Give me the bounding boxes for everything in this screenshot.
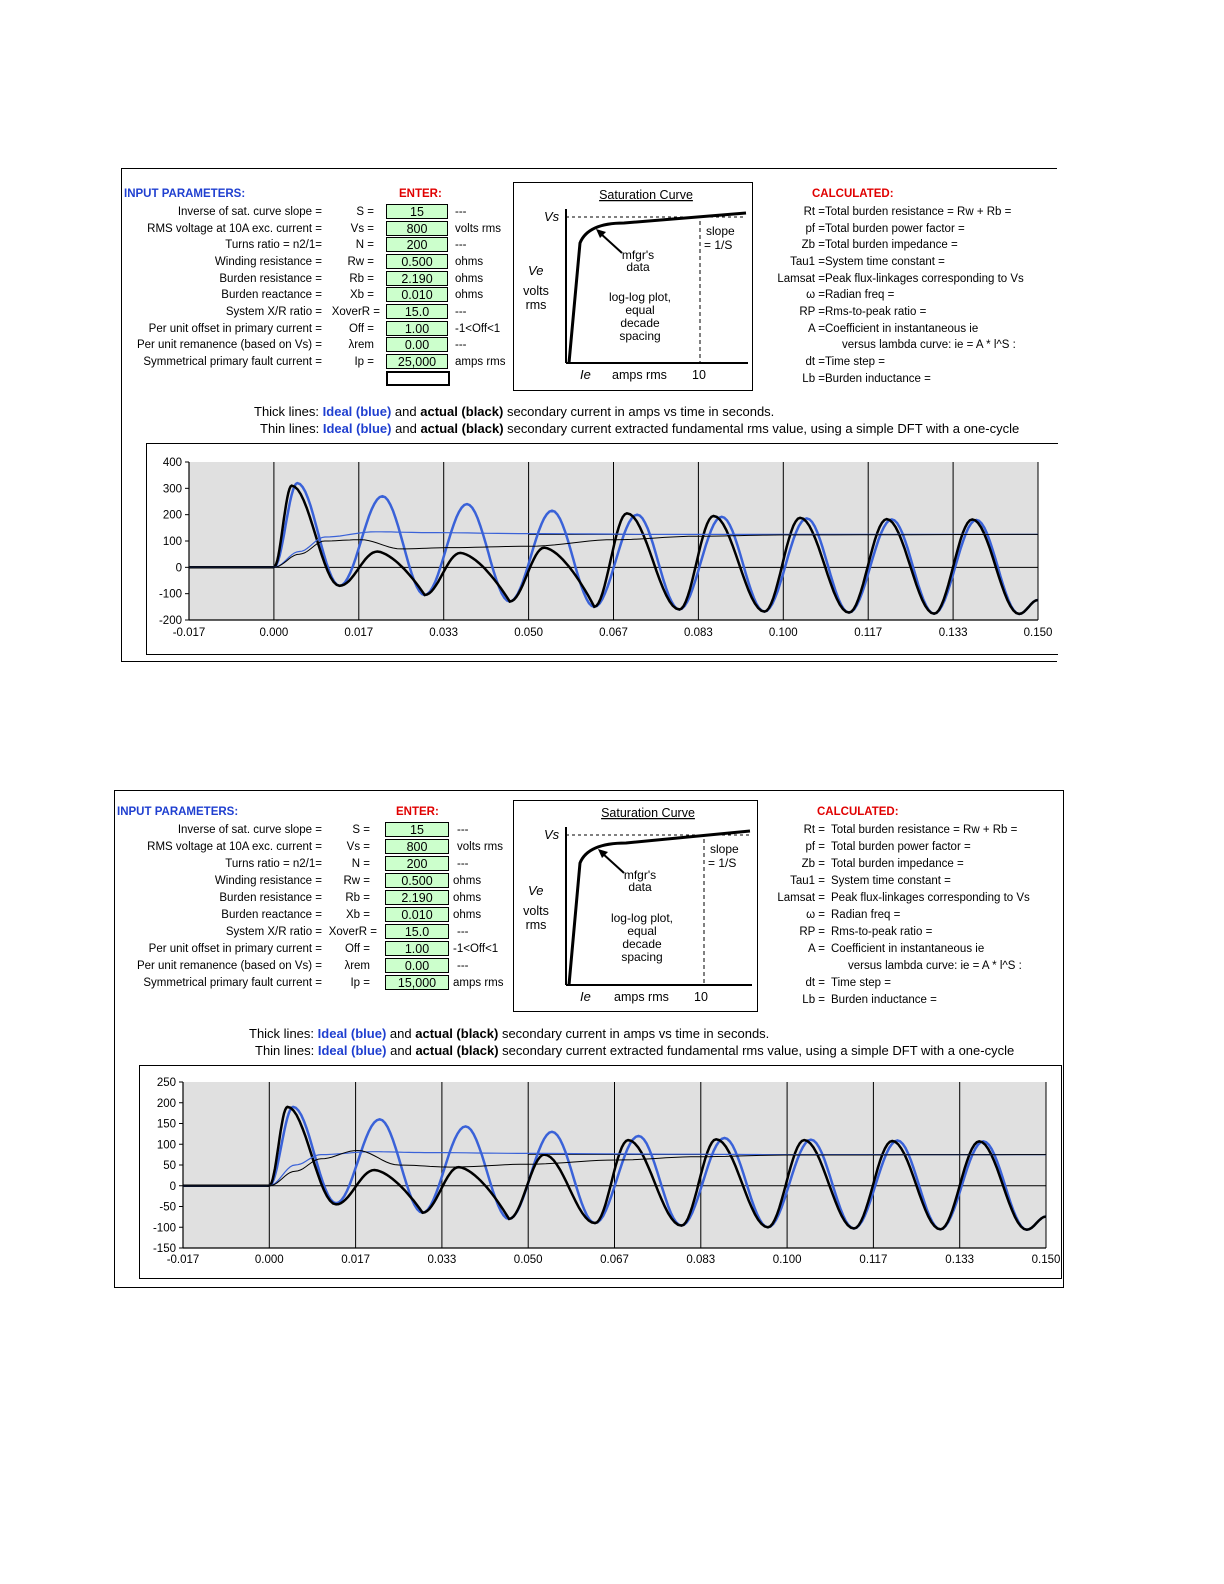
calc-desc: System time constant = [825, 256, 945, 268]
param-value-cell[interactable]: 15,000 [385, 975, 449, 990]
param-unit: -1<Off<1 [453, 943, 499, 955]
y-tick-label: 400 [162, 457, 182, 469]
x-tick-label: 0.033 [427, 1254, 457, 1266]
calc-symbol: A = [808, 323, 825, 335]
param-label: Burden resistance = [219, 273, 322, 285]
thin-rest: secondary current extracted fundamental rms value, using a simple DFT with a one-cycle [502, 1043, 1015, 1058]
param-label: RMS voltage at 10A exc. current = [147, 841, 322, 853]
calc-desc: Total burden impedance = [831, 858, 964, 870]
calc-desc: versus lambda curve: ie = A * l^S : [848, 960, 1022, 972]
and-text: and [394, 404, 417, 419]
sat-slope-2: = 1/S [704, 238, 733, 252]
calc-symbol: RP = [799, 926, 825, 938]
y-tick-label: 200 [162, 509, 182, 522]
sat-mfgr-2: data [628, 880, 652, 894]
calc-symbol: Rt = [803, 206, 825, 218]
calc-symbol: dt = [805, 977, 825, 989]
param-row [122, 271, 562, 288]
calc-desc: Total burden power factor = [825, 223, 965, 235]
param-symbol: Vs = [346, 841, 370, 853]
param-unit: volts rms [455, 223, 501, 235]
sat-x-unit: amps rms [612, 368, 667, 382]
param-unit: ohms [455, 289, 484, 301]
calc-desc: Total burden impedance = [825, 239, 958, 251]
sat-vs-label: Vs [544, 209, 560, 224]
thick-prefix: Thick lines: [249, 1026, 315, 1041]
param-row [115, 958, 555, 975]
x-tick-label: 0.000 [259, 627, 289, 639]
sat-ve-label: Ve [528, 883, 544, 898]
param-value-cell[interactable]: 800 [385, 839, 449, 854]
sat-note-1: log-log plot, [608, 290, 672, 304]
and-text: and [395, 421, 417, 436]
param-symbol: Ip = [350, 977, 370, 989]
calc-symbol: Lamsat = [777, 273, 825, 285]
param-unit: volts rms [457, 841, 503, 853]
x-tick-label: 0.117 [854, 627, 883, 639]
param-symbol: XoverR = [328, 926, 377, 938]
y-tick-label: 100 [156, 1139, 176, 1152]
x-tick-label: 0.150 [1023, 627, 1053, 639]
param-unit: --- [457, 858, 469, 870]
thick-rest: secondary current in amps vs time in seconds. [506, 404, 775, 419]
param-unit: --- [457, 824, 469, 836]
ideal-blue-text: Ideal (blue) [317, 1043, 387, 1058]
actual-black-text: actual (black) [420, 421, 504, 436]
ideal-blue-text: Ideal (blue) [322, 421, 392, 436]
param-row [122, 304, 562, 321]
sat-y-unit-1: volts [523, 284, 549, 298]
param-label: Symmetrical primary fault current = [143, 977, 322, 989]
chart-frame-1 [146, 443, 1058, 655]
param-value-cell[interactable]: 25,000 [386, 354, 448, 369]
sat-mfgr-2: data [626, 260, 650, 274]
param-unit: --- [455, 306, 467, 318]
calc-desc: versus lambda curve: ie = A * l^S : [842, 339, 1016, 351]
x-tick-label: 0.033 [429, 627, 459, 639]
y-tick-label: -100 [152, 1222, 176, 1235]
sat-ve-label: Ve [528, 263, 544, 278]
mfgr-arrow-line [602, 853, 624, 873]
sat-ie-label: Ie [580, 367, 591, 382]
param-row [115, 822, 555, 839]
param-symbol: Vs = [350, 223, 374, 235]
param-label: System X/R ratio = [225, 306, 322, 318]
param-row [122, 354, 562, 371]
param-value-cell[interactable]: 0.00 [386, 337, 448, 352]
param-unit: ohms [453, 892, 482, 904]
sat-mfgr-1: mfgr's [621, 248, 655, 262]
param-unit: ohms [455, 256, 484, 268]
param-unit: amps rms [455, 356, 506, 368]
param-value-cell[interactable]: 2.190 [386, 271, 448, 286]
param-row [122, 204, 562, 221]
param-unit: --- [457, 926, 469, 938]
y-tick-label: 250 [156, 1077, 176, 1089]
param-row [115, 941, 555, 958]
x-tick-label: 0.083 [686, 1254, 716, 1266]
sat-note-4: spacing [619, 329, 661, 343]
calc-desc: Radian freq = [825, 289, 895, 301]
calc-desc: Burden inductance = [825, 373, 931, 385]
thin-lines-note [255, 1043, 1014, 1058]
param-value-cell[interactable]: 15 [385, 822, 449, 837]
saturation-curve-svg [514, 801, 757, 1011]
calc-desc: Radian freq = [831, 909, 901, 921]
calc-desc: Rms-to-peak ratio = [825, 306, 927, 318]
param-symbol: XoverR = [331, 306, 380, 318]
y-tick-label: -100 [158, 588, 182, 601]
param-value-cell[interactable]: 0.010 [385, 907, 449, 922]
calc-symbol: Lb = [802, 373, 825, 385]
calc-desc: Coefficient in instantaneous ie [825, 323, 979, 335]
y-tick-label: 100 [162, 536, 182, 548]
x-tick-label: -0.017 [166, 1254, 200, 1266]
sat-ie-label: Ie [580, 989, 591, 1004]
thick-rest: secondary current in amps vs time in seconds. [501, 1026, 770, 1041]
param-label: Turns ratio = n2/1= [225, 858, 322, 870]
input-parameters-header: INPUT PARAMETERS: [124, 188, 246, 200]
sat-x-unit: amps rms [614, 990, 669, 1004]
calc-symbol: ω = [806, 289, 825, 301]
x-tick-label: 0.000 [254, 1254, 284, 1266]
current-chart-2 [140, 1066, 1061, 1278]
thin-rest: secondary current extracted fundamental rms value, using a simple DFT with a one-cycle [507, 421, 1020, 436]
param-value-cell[interactable]: 15.0 [385, 924, 449, 939]
param-value-cell[interactable]: 15 [386, 204, 448, 219]
param-symbol: N = [355, 239, 374, 251]
mfgr-arrow-line [600, 233, 622, 253]
sat-note-2: equal [625, 303, 655, 317]
calc-desc: System time constant = [831, 875, 951, 887]
saturation-curve-box [513, 800, 758, 1012]
param-row [115, 839, 555, 856]
calc-symbol: Lb = [802, 994, 825, 1006]
x-tick-label: 0.150 [1031, 1254, 1061, 1266]
param-unit: ohms [453, 875, 482, 887]
calculated-header: CALCULATED: [817, 806, 899, 818]
calc-desc: Total burden resistance = Rw + Rb = [825, 206, 1012, 218]
sat-title: Saturation Curve [599, 188, 693, 202]
sat-slope-1: slope [706, 224, 735, 238]
thick-lines-note [249, 1026, 769, 1041]
current-chart-1 [147, 444, 1058, 654]
calc-symbol: dt = [805, 356, 825, 368]
sat-y-unit-2: rms [525, 918, 547, 932]
param-unit: --- [455, 339, 467, 351]
sat-vs-label: Vs [544, 827, 560, 842]
param-unit: --- [457, 960, 469, 972]
input-parameters-header: INPUT PARAMETERS: [117, 806, 239, 818]
x-tick-label: 0.117 [859, 1254, 888, 1266]
calc-desc: Burden inductance = [831, 994, 937, 1006]
param-value-cell[interactable]: 200 [385, 856, 449, 871]
param-unit: ohms [455, 273, 484, 285]
calculated-header: CALCULATED: [812, 188, 894, 200]
param-unit: --- [455, 206, 467, 218]
param-unit: amps rms [453, 977, 504, 989]
y-tick-label: 0 [169, 1180, 176, 1193]
param-value-cell[interactable]: 800 [386, 221, 448, 236]
y-tick-label: 50 [163, 1160, 176, 1172]
param-value-cell[interactable]: 2.190 [385, 890, 449, 905]
sat-slope-2: = 1/S [708, 856, 737, 870]
param-label: RMS voltage at 10A exc. current = [147, 223, 322, 235]
param-unit: -1<Off<1 [455, 323, 501, 335]
param-symbol: Rw = [347, 256, 374, 268]
x-tick-label: -0.017 [172, 627, 206, 639]
param-row [115, 924, 555, 941]
x-tick-label: 0.133 [945, 1254, 975, 1266]
thin-prefix: Thin lines: [260, 421, 320, 436]
param-label: Burden resistance = [219, 892, 322, 904]
sat-y-unit-1: volts [523, 904, 549, 918]
calc-symbol: pf = [805, 223, 825, 235]
x-tick-label: 0.017 [341, 1254, 370, 1266]
x-tick-label: 0.050 [514, 627, 543, 639]
param-label: Symmetrical primary fault current = [143, 356, 322, 368]
sat-note-3: decade [620, 316, 660, 330]
calc-symbol: Zb = [801, 858, 825, 870]
y-tick-label: -150 [152, 1243, 176, 1255]
param-label: Burden reactance = [221, 289, 322, 301]
sat-x-ten: 10 [692, 368, 706, 382]
param-value-cell[interactable]: 1.00 [386, 321, 448, 336]
param-row [115, 856, 555, 873]
param-symbol: N = [351, 858, 370, 870]
calc-symbol: Tau1 = [790, 875, 825, 887]
actual-black-text: actual (black) [415, 1043, 499, 1058]
param-label: Turns ratio = n2/1= [225, 239, 322, 251]
param-value-cell[interactable]: 0.00 [385, 958, 449, 973]
param-symbol: Ip = [354, 356, 374, 368]
sat-note-2: equal [627, 924, 657, 938]
param-symbol: Xb = [350, 289, 374, 301]
y-tick-label: 0 [175, 562, 182, 575]
param-symbol: λrem [348, 339, 374, 351]
param-row [122, 321, 562, 338]
chart-frame-2 [139, 1065, 1062, 1279]
ideal-blue-text: Ideal (blue) [322, 404, 392, 419]
x-tick-label: 0.133 [938, 627, 968, 639]
param-symbol: Rb = [345, 892, 370, 904]
param-value-cell[interactable]: 0.500 [385, 873, 449, 888]
param-row [122, 287, 562, 304]
param-unit: ohms [453, 909, 482, 921]
and-text: and [389, 1026, 412, 1041]
sat-y-unit-2: rms [525, 298, 547, 312]
x-tick-label: 0.100 [772, 1254, 802, 1266]
enter-header: ENTER: [399, 188, 442, 200]
param-value-cell[interactable]: 0.500 [386, 254, 448, 269]
param-row [122, 254, 562, 271]
calc-desc: Peak flux-linkages corresponding to Vs [831, 892, 1030, 904]
calc-desc: Total burden power factor = [831, 841, 971, 853]
x-tick-label: 0.100 [768, 627, 798, 639]
param-value-cell[interactable]: 15.0 [386, 304, 448, 319]
param-label: Per unit remanence (based on Vs) = [136, 339, 322, 351]
param-row [115, 907, 555, 924]
spreadsheet-panel-1 [121, 168, 1057, 662]
param-symbol: Rw = [343, 875, 370, 887]
calc-symbol: Rt = [803, 824, 825, 836]
param-row [122, 237, 562, 254]
and-text: and [390, 1043, 412, 1058]
calc-desc: Peak flux-linkages corresponding to Vs [825, 273, 1024, 285]
calc-symbol: Lamsat = [777, 892, 825, 904]
param-label: Per unit offset in primary current = [148, 323, 322, 335]
param-symbol: Rb = [349, 273, 374, 285]
calc-symbol: pf = [805, 841, 825, 853]
thin-lines-note [260, 421, 1019, 436]
x-tick-label: 0.067 [600, 1254, 629, 1266]
x-tick-label: 0.050 [513, 1254, 543, 1266]
saturation-curve-box [513, 182, 753, 391]
param-label: Winding resistance = [214, 256, 322, 268]
calc-desc: Time step = [825, 356, 885, 368]
param-value-cell[interactable]: 200 [386, 237, 448, 252]
y-tick-label: 150 [156, 1118, 176, 1131]
y-tick-label: 300 [162, 483, 182, 496]
param-label: Per unit offset in primary current = [148, 943, 322, 955]
param-value-cell[interactable]: 0.010 [386, 287, 448, 302]
param-unit: --- [455, 239, 467, 251]
param-label: System X/R ratio = [225, 926, 322, 938]
param-row [115, 975, 555, 992]
ideal-blue-text: Ideal (blue) [317, 1026, 387, 1041]
sat-note-4: spacing [621, 950, 663, 964]
param-symbol: Off = [344, 943, 370, 955]
calc-desc: Rms-to-peak ratio = [831, 926, 933, 938]
x-tick-label: 0.067 [599, 627, 628, 639]
calc-symbol: RP = [799, 306, 825, 318]
actual-black-text: actual (black) [420, 404, 504, 419]
calc-desc: Coefficient in instantaneous ie [831, 943, 985, 955]
param-symbol: Xb = [346, 909, 370, 921]
thick-lines-note [254, 404, 774, 419]
calc-symbol: A = [808, 943, 825, 955]
thick-prefix: Thick lines: [254, 404, 320, 419]
enter-header: ENTER: [396, 806, 439, 818]
param-label: Burden reactance = [221, 909, 322, 921]
sat-note-3: decade [622, 937, 662, 951]
actual-black-text: actual (black) [415, 1026, 499, 1041]
param-label: Inverse of sat. curve slope = [177, 824, 322, 836]
x-tick-label: 0.083 [684, 627, 713, 639]
param-row [122, 337, 562, 354]
calc-symbol: ω = [806, 909, 825, 921]
calc-desc: Time step = [831, 977, 891, 989]
calc-symbol: Zb = [801, 239, 825, 251]
param-row [115, 873, 555, 890]
param-label: Inverse of sat. curve slope = [177, 206, 322, 218]
sat-mfgr-1: mfgr's [623, 868, 657, 882]
sat-x-ten: 10 [694, 990, 708, 1004]
param-symbol: S = [352, 824, 370, 836]
y-tick-label: -50 [159, 1201, 176, 1214]
calc-desc: Total burden resistance = Rw + Rb = [831, 824, 1018, 836]
param-row [122, 221, 562, 238]
calc-symbol: Tau1 = [790, 256, 825, 268]
thin-prefix: Thin lines: [255, 1043, 315, 1058]
param-label: Per unit remanence (based on Vs) = [136, 960, 322, 972]
param-label: Winding resistance = [214, 875, 322, 887]
selected-empty-cell[interactable] [386, 371, 450, 386]
param-symbol: S = [356, 206, 374, 218]
param-symbol: Off = [348, 323, 374, 335]
param-value-cell[interactable]: 1.00 [385, 941, 449, 956]
y-tick-label: 200 [156, 1097, 176, 1110]
spreadsheet-panel-2 [114, 790, 1064, 1288]
sat-slope-1: slope [710, 842, 739, 856]
saturation-curve-svg [514, 183, 752, 390]
sat-note-1: log-log plot, [610, 911, 674, 925]
param-symbol: λrem [344, 960, 370, 972]
param-row [115, 890, 555, 907]
sat-title: Saturation Curve [601, 806, 695, 820]
y-tick-label: -200 [158, 615, 182, 627]
x-tick-label: 0.017 [344, 627, 374, 639]
